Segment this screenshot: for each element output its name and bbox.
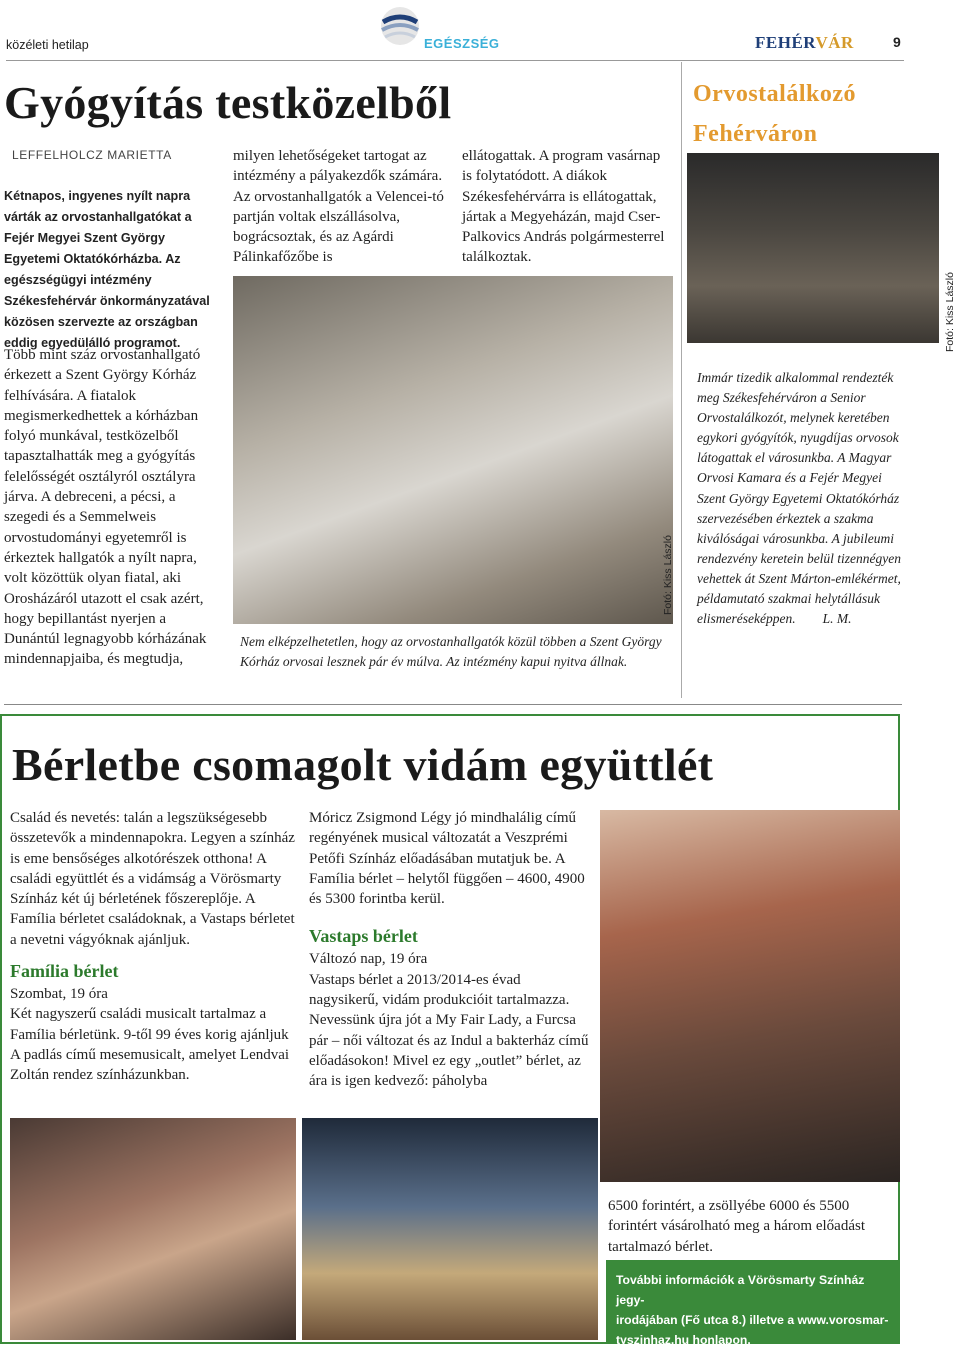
theater-column-2: [309, 808, 591, 1092]
vastaps-heading: Vastaps bérlet: [309, 926, 418, 947]
page-number: 9: [893, 34, 901, 50]
sidebar-body: Immár tizedik alkalommal rendezték meg Székesfehérváron a Senior Orvostalálkozót, melynek keretében egykori gyógyítók, nyugdíjas orvosok látogattak el városunkba. A Magyar Orvosi Kamara és a Fejér Megyei Szent György Egyetemi Oktatókórház szervezésében érkeztek a szakma kiválóságai városunkba. A jubileumi rendezvény keretein belül tizennégyen vehettek át Szent Márton-emlékérmet, példamutató szakmai helytállásuk elismeréseképpen.: [697, 370, 902, 627]
sidebar-title-line-2: Fehérváron: [693, 121, 818, 147]
hospital-visit-photo: [233, 276, 673, 624]
vastaps-text: Vastaps bérlet a 2013/2014-es évad nagysikerű, vidám produkcióit tartalmazza. Nevessünk újra jót a My Fair Lady, a Furcsa pár – női változat és az Indul a bakterház című előadásokon! Mivel ez egy „outlet” bérlet, az ára is igen kedvező: páholyba: [309, 971, 589, 1090]
article-column-2: milyen lehetőségeket tartogat az intézmény a pályakezdők számára. Az orvostanhallgatók a Velencei-tó partján voltak elszállásolva, bográcsoztak, és az Agárdi Pálinkafőzőbe is: [233, 148, 444, 266]
theater-photo-actors: [600, 810, 900, 1182]
familia-date: Szombat, 19 óra: [10, 986, 108, 1003]
article-title: Gyógyítás testközelből: [4, 77, 452, 128]
article-lead: Kétnapos, ingyenes nyílt napra várták az orvostanhallgatókat a Fejér Megyei Szent György Egyetemi Oktatókórházba. Az egészségügyi intézmény Székesfehérvár önkormányzatával közösen szervezte az országban eddig egyedülálló programot.: [4, 189, 210, 350]
info-box: [606, 1260, 900, 1347]
article-author: LEFFELHOLCZ MARIETTA: [12, 148, 172, 162]
theater-photo-stage: [302, 1118, 598, 1340]
photo-caption: Nem elképzelhetetlen, hogy az orvostanhallgatók közül többen a Szent György Kórház orvosai lesznek pár év múlva. Az intézmény kapui nyitva állnak.: [240, 634, 662, 669]
familia-heading: Família bérlet: [10, 961, 119, 982]
header-divider: [6, 60, 904, 61]
theater-photo-women: [10, 1118, 296, 1340]
sidebar-text: [697, 368, 907, 629]
globe-logo-icon: [378, 4, 422, 48]
theater-intro: Család és nevetés: talán a legszükségesebb összetevők a mindennapokra. Legyen a színház is eme bensőséges alkotórészek otthona! A családi együttlét és a vidámság a Vörösmarty Színház két új bérletének főszereplője. A Família bérletet családoknak, a Vastaps bérletet a nevetni vágyóknak ajánljuk.: [10, 810, 295, 948]
info-line-1: További információk a Vörösmarty Színház jegy-: [616, 1273, 865, 1307]
brand-part-1: FEHÉR: [755, 33, 816, 52]
info-line-3: tyszinhaz.hu honlapon.: [616, 1333, 751, 1347]
info-line-2: irodájában (Fő utca 8.) illetve a www.vorosmar-: [616, 1313, 889, 1327]
doctors-group-photo: [687, 153, 939, 343]
sidebar-photo-credit: Fotó: Kiss László: [944, 272, 956, 352]
theater-column-3: 6500 forintért, a zsöllyébe 6000 és 5500 forintért vásárolható meg a három előadást tartalmazó bérlet.: [608, 1198, 865, 1255]
section-label: EGÉSZSÉG: [424, 36, 500, 51]
brand-logo: [755, 33, 854, 53]
column-divider: [681, 62, 682, 698]
theater-article-title: Bérletbe csomagolt vidám együttlét: [12, 739, 714, 790]
familia-text: Két nagyszerű családi musicalt tartalmaz a Família bérletünk. 9-től 99 éves korig ajánljuk A padlás című mesemusicalt, amelyet Lendvai Zoltán rendez színházunkban.: [10, 1006, 290, 1084]
sidebar-signature: L. M.: [822, 611, 852, 627]
brand-part-2: VÁR: [815, 33, 854, 52]
article-column-1: Több mint száz orvostanhallgató érkezett a Szent György Kórház felhívására. A fiatalok megismerkedhettek a kórházban folyó munkával, testközelből tapasztalhatták meg a gyógyítás felelősségét osztályról osztályra járva. A debreceni, a pécsi, a szegedi és a Semmelweis orvostudományi egyetemről is érkeztek hallgatók a nyílt napra, volt közöttük olyan fiatal, aki Orosházáról utazott el csak azért, hogy bepillantást nyerjen a Dunántúl legnagyobb kórházának mindennapjaiba, és megtudja,: [4, 347, 207, 668]
theater-column-1: [10, 808, 300, 1086]
article-column-3: ellátogattak. A program vasárnap is folytatódott. A diákok Székesfehérvárra is ellátogattak, jártak a Megyeházán, majd Cser-Palkovics András polgármesterrel találkoztak.: [462, 148, 665, 266]
familia-text-cont: Móricz Zsigmond Légy jó mindhalálig című regényének musical változatát a Veszprémi Petőfi Színház előadásában mutatjuk be. A Família bérlet – helytől függően – 4600, 4900 és 5300 forintba kerül.: [309, 810, 585, 908]
photo-credit: Fotó: Kiss László: [662, 535, 674, 615]
paper-name: közéleti hetilap: [6, 38, 89, 52]
sidebar-title: [693, 74, 953, 154]
sidebar-title-line-1: Orvostalálkozó: [693, 81, 856, 107]
section-divider: [4, 704, 902, 705]
vastaps-date: Változó nap, 19 óra: [309, 951, 428, 968]
